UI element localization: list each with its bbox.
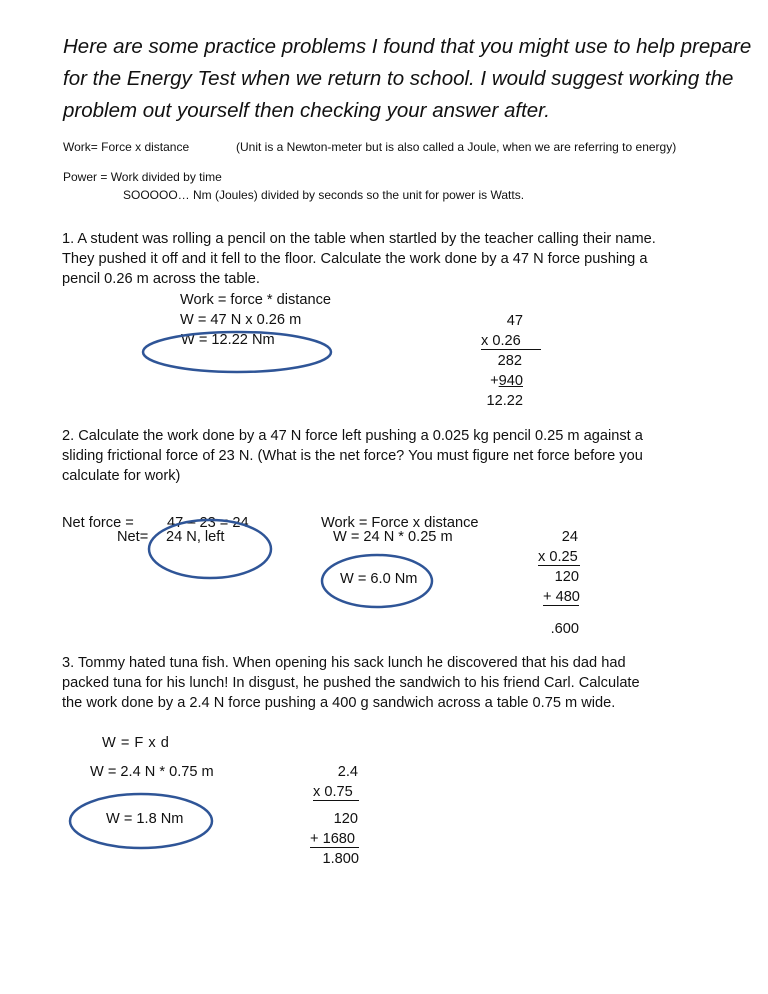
problem3-formula: W = F x d bbox=[102, 735, 169, 751]
problem3-answer: W = 1.8 Nm bbox=[106, 811, 184, 827]
problem1-text: pencil 0.26 m across the table. bbox=[62, 271, 260, 287]
work-unit-note: (Unit is a Newton-meter but is also called a Joule, when we are referring to energy) bbox=[236, 140, 677, 154]
intro-line: for the Energy Test when we return to school. I would suggest working the bbox=[63, 67, 734, 90]
calc1-line: 282 bbox=[497, 353, 522, 369]
intro-line: Here are some practice problems I found that you might use to help prepare bbox=[63, 35, 752, 58]
net-force-label: Net force = bbox=[62, 515, 134, 531]
problem2-substitution: W = 24 N * 0.25 m bbox=[333, 529, 453, 545]
problem2-answer: W = 6.0 Nm bbox=[340, 571, 418, 587]
problem2-text: sliding frictional force of 23 N. (What is the net force? You must figure net force before you bbox=[62, 448, 643, 464]
problem3-text: packed tuna for his lunch! In disgust, he pushed the sandwich to his friend Carl. Calculate bbox=[62, 675, 640, 691]
calc3-line: 120 bbox=[333, 811, 358, 827]
problem1-answer: W = 12.22 Nm bbox=[181, 332, 275, 348]
answer-circle bbox=[143, 332, 331, 372]
calc2-line: .600 bbox=[550, 621, 579, 637]
calc2-line: 24 bbox=[561, 529, 578, 545]
problem2-formula: Work = Force x distance bbox=[321, 515, 479, 531]
problem3-substitution: W = 2.4 N * 0.75 m bbox=[90, 764, 214, 780]
answer-circle bbox=[70, 794, 212, 848]
problem2-text: calculate for work) bbox=[62, 468, 181, 484]
work-definition: Work= Force x distance bbox=[63, 140, 190, 154]
calc2-line: + 480 bbox=[543, 589, 580, 605]
problem2-text: 2. Calculate the work done by a 47 N force left pushing a 0.025 kg pencil 0.25 m against a bbox=[62, 428, 643, 444]
net-force-calc: 47 – 23 = 24 bbox=[167, 515, 249, 531]
calc1-plus: + bbox=[490, 373, 499, 389]
problem1-text: 1. A student was rolling a pencil on the table when startled by the teacher calling their name. bbox=[62, 231, 656, 247]
calc3-line: x 0.75 bbox=[313, 784, 359, 801]
problem3-text: 3. Tommy hated tuna fish. When opening his sack lunch he discovered that his dad had bbox=[62, 655, 626, 671]
calc3-line: + 1680 bbox=[310, 831, 359, 848]
problem1-formula: Work = force * distance bbox=[180, 292, 332, 308]
calc3-line: 2.4 bbox=[337, 764, 358, 780]
answer-circle bbox=[322, 555, 432, 607]
problem1-text: They pushed it off and it fell to the floor. Calculate the work done by a 47 N force pushing a bbox=[62, 251, 648, 267]
intro-line: problem out yourself then checking your answer after. bbox=[63, 99, 550, 122]
calc2-line: x 0.25 bbox=[538, 549, 580, 566]
net-label: Net= bbox=[117, 529, 149, 545]
problem1-substitution: W = 47 N x 0.26 m bbox=[180, 312, 302, 328]
calc1-line: 12.22 bbox=[486, 393, 523, 409]
calc3-line: 1.800 bbox=[322, 851, 359, 867]
answer-circle bbox=[149, 520, 271, 578]
problem3-text: the work done by a 2.4 N force pushing a 400 g sandwich across a table 0.75 m wide. bbox=[62, 695, 616, 711]
calc2-line: 120 bbox=[554, 569, 579, 585]
net-answer: 24 N, left bbox=[166, 529, 225, 545]
power-definition: Power = Work divided by time bbox=[63, 170, 222, 184]
calc1-line: x 0.26 bbox=[481, 333, 541, 350]
power-unit-note: SOOOOO… Nm (Joules) divided by seconds so the unit for power is Watts. bbox=[123, 188, 525, 202]
calc1-partial: 940 bbox=[498, 373, 523, 389]
calc1-line: 47 bbox=[506, 313, 523, 329]
